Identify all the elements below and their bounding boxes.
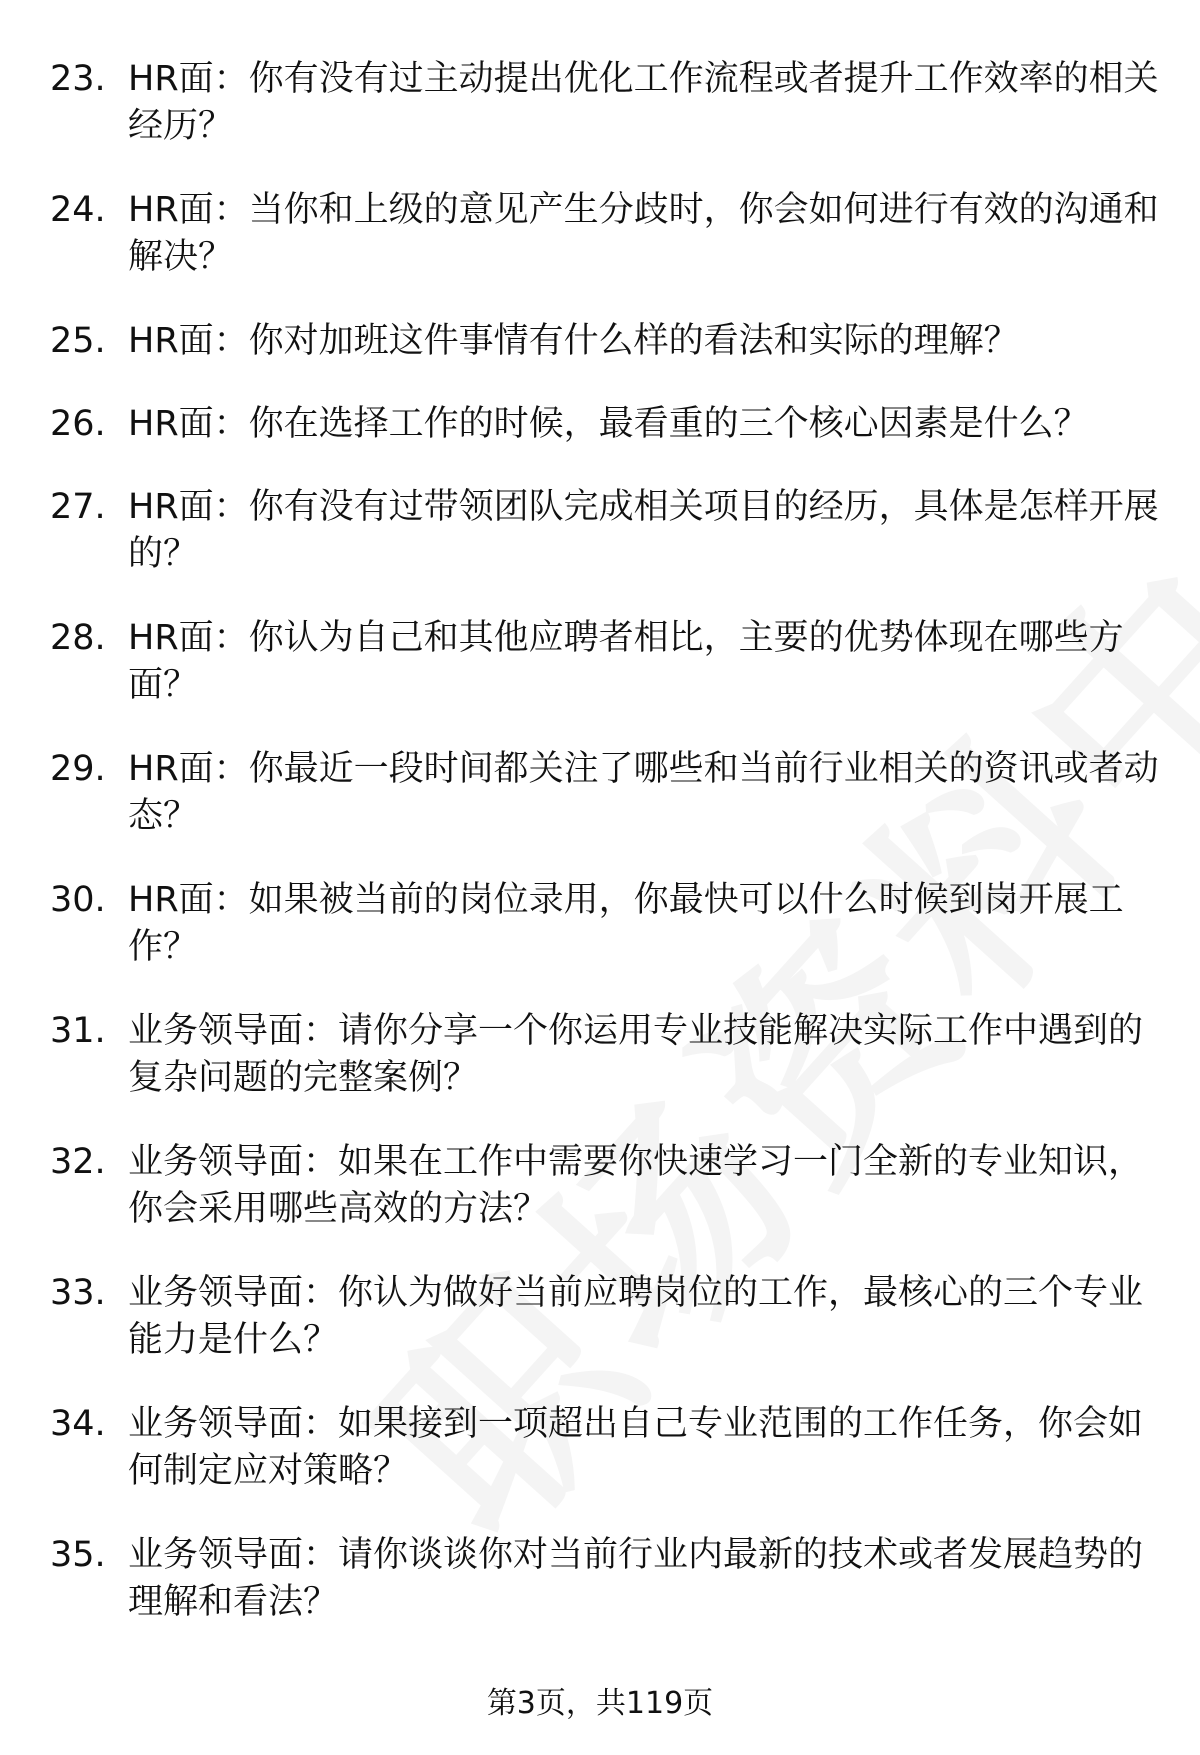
list-item bbox=[50, 484, 1160, 578]
list-item bbox=[50, 1270, 1160, 1364]
list-item bbox=[50, 746, 1160, 840]
list-item bbox=[50, 1139, 1160, 1233]
question-number: 35. bbox=[50, 1535, 106, 1575]
question-text: 业务领导面：请你分享一个你运用专业技能解决实际工作中遇到的复杂问题的完整案例？ bbox=[128, 1011, 1144, 1098]
question-number: 29. bbox=[50, 749, 106, 789]
page-number-label: 第3页，共119页 bbox=[486, 1686, 714, 1721]
question-text: HR面：你最近一段时间都关注了哪些和当前行业相关的资讯或者动态？ bbox=[128, 749, 1159, 836]
question-text: 业务领导面：如果接到一项超出自己专业范围的工作任务，你会如何制定应对策略？ bbox=[128, 1404, 1144, 1491]
list-item bbox=[50, 1008, 1160, 1102]
list-item bbox=[50, 615, 1160, 709]
list-item bbox=[50, 877, 1160, 971]
question-number: 25. bbox=[50, 321, 106, 361]
question-number: 32. bbox=[50, 1142, 106, 1182]
list-item bbox=[50, 318, 1160, 365]
question-text: HR面：你对加班这件事情有什么样的看法和实际的理解？ bbox=[128, 321, 1019, 361]
list-item bbox=[50, 1401, 1160, 1495]
question-number: 23. bbox=[50, 59, 106, 99]
question-list bbox=[50, 56, 1160, 1663]
question-number: 24. bbox=[50, 190, 106, 230]
page-footer bbox=[0, 1678, 1200, 1722]
question-text: HR面：你在选择工作的时候，最看重的三个核心因素是什么？ bbox=[128, 404, 1089, 444]
question-number: 33. bbox=[50, 1273, 106, 1313]
question-text: HR面：当你和上级的意见产生分歧时，你会如何进行有效的沟通和解决？ bbox=[128, 190, 1159, 277]
question-text: 业务领导面：请你谈谈你对当前行业内最新的技术或者发展趋势的理解和看法？ bbox=[128, 1535, 1144, 1622]
question-number: 27. bbox=[50, 487, 106, 527]
question-number: 30. bbox=[50, 880, 106, 920]
question-number: 31. bbox=[50, 1011, 106, 1051]
list-item bbox=[50, 56, 1160, 150]
list-item bbox=[50, 401, 1160, 448]
question-number: 28. bbox=[50, 618, 106, 658]
question-number: 34. bbox=[50, 1404, 106, 1444]
list-item bbox=[50, 187, 1160, 281]
question-text: 业务领导面：如果在工作中需要你快速学习一门全新的专业知识，你会采用哪些高效的方法？ bbox=[128, 1142, 1144, 1229]
question-text: 业务领导面：你认为做好当前应聘岗位的工作，最核心的三个专业能力是什么？ bbox=[128, 1273, 1144, 1360]
question-number: 26. bbox=[50, 404, 106, 444]
list-item bbox=[50, 1532, 1160, 1626]
question-text: HR面：你有没有过带领团队完成相关项目的经历，具体是怎样开展的？ bbox=[128, 487, 1159, 574]
question-text: HR面：如果被当前的岗位录用，你最快可以什么时候到岗开展工作？ bbox=[128, 880, 1124, 967]
question-text: HR面：你有没有过主动提出优化工作流程或者提升工作效率的相关经历？ bbox=[128, 59, 1159, 146]
question-text: HR面：你认为自己和其他应聘者相比，主要的优势体现在哪些方面？ bbox=[128, 618, 1124, 705]
